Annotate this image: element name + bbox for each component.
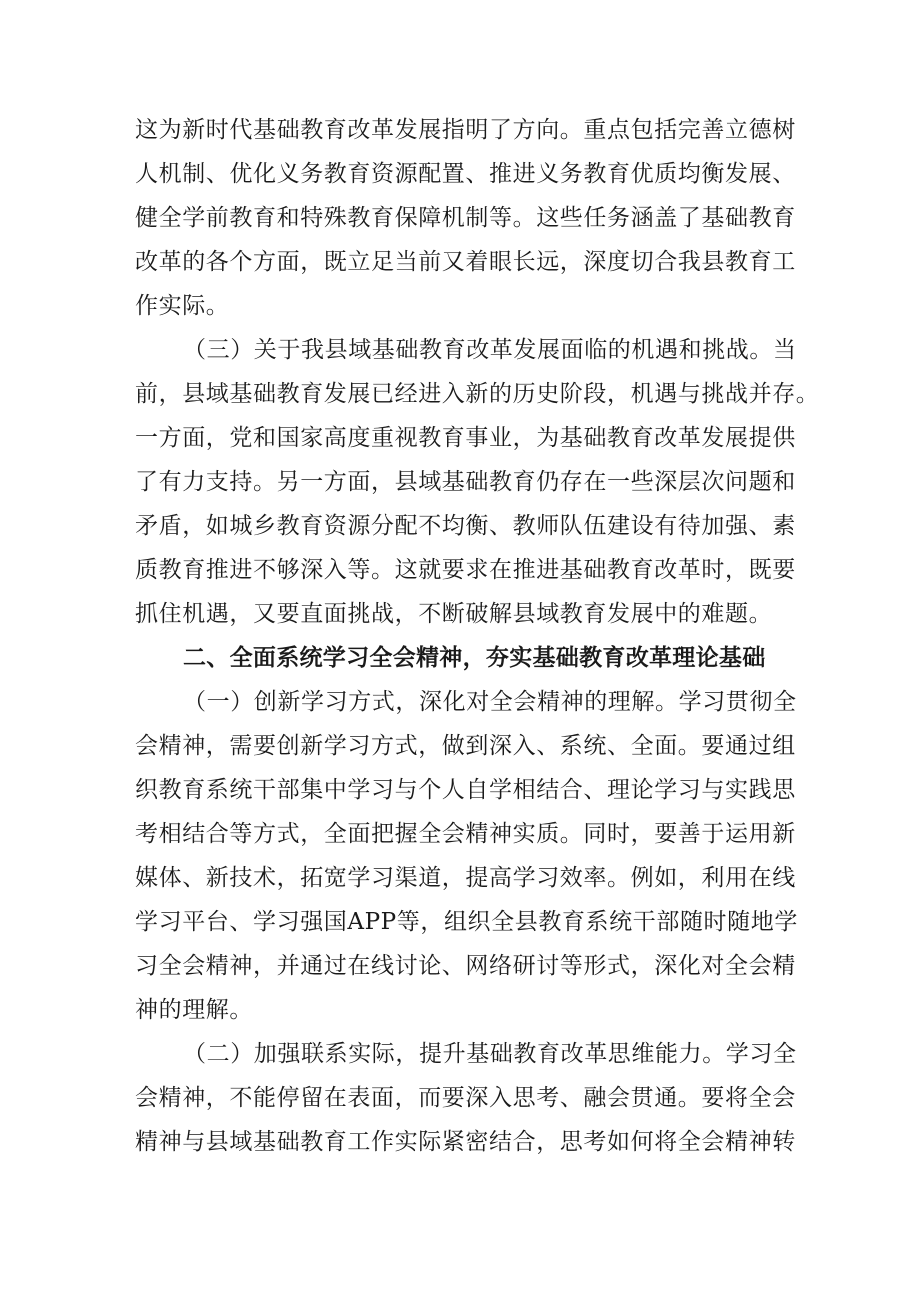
text-line-3: 健全学前教育和特殊教育保障机制等。这些任务涵盖了基础教育 <box>135 205 796 231</box>
text-line-11: 质教育推进不够深入等。这就要求在推进基础教育改革时，既要 <box>135 557 796 583</box>
paragraph-2-start: （二）加强联系实际，提升基础教育改革思维能力。学习全 <box>183 1041 797 1067</box>
text-line-10: 矛盾，如城乡教育资源分配不均衡、教师队伍建设有待加强、素 <box>135 513 796 539</box>
section-heading: 二、全面系统学习全会精神，夯实基础教育改革理论基础 <box>183 645 766 671</box>
text-line-23: 会精神，不能停留在表面，而要深入思考、融会贯通。要将全会 <box>135 1085 796 1111</box>
text-line-17: 考相结合等方式，全面把握全会精神实质。同时，要善于运用新 <box>135 821 796 847</box>
paragraph-1-start: （一）创新学习方式，深化对全会精神的理解。学习贯彻全 <box>183 689 797 715</box>
text-line-8: 一方面，党和国家高度重视教育事业，为基础教育改革发展提供 <box>135 425 796 451</box>
text-line-24: 精神与县域基础教育工作实际紧密结合，思考如何将全会精神转 <box>135 1129 796 1155</box>
paragraph-3-start: （三）关于我县域基础教育改革发展面临的机遇和挑战。当 <box>183 337 797 363</box>
text-line-18: 媒体、新技术，拓宽学习渠道，提高学习效率。例如，利用在线 <box>135 865 796 891</box>
text-line-4: 改革的各个方面，既立足当前又着眼长远，深度切合我县教育工 <box>135 249 796 275</box>
text-line-7: 前，县域基础教育发展已经进入新的历史阶段，机遇与挑战并存。 <box>135 381 820 407</box>
text-line-21: 神的理解。 <box>135 997 253 1023</box>
text-line-2: 人机制、优化义务教育资源配置、推进义务教育优质均衡发展、 <box>135 161 796 187</box>
text-line-16: 织教育系统干部集中学习与个人自学相结合、理论学习与实践思 <box>135 777 796 803</box>
text-line-19: 学习平台、学习强国APP等，组织全县教育系统干部随时随地学 <box>135 909 798 935</box>
text-line-1: 这为新时代基础教育改革发展指明了方向。重点包括完善立德树 <box>135 117 796 143</box>
text-line-15: 会精神，需要创新学习方式，做到深入、系统、全面。要通过组 <box>135 733 796 759</box>
text-line-12: 抓住机遇，又要直面挑战，不断破解县域教育发展中的难题。 <box>135 601 773 627</box>
text-line-20: 习全会精神，并通过在线讨论、网络研讨等形式，深化对全会精 <box>135 953 796 979</box>
text-line-5: 作实际。 <box>135 293 230 319</box>
text-line-9: 了有力支持。另一方面，县域基础教育仍存在一些深层次问题和 <box>135 469 796 495</box>
